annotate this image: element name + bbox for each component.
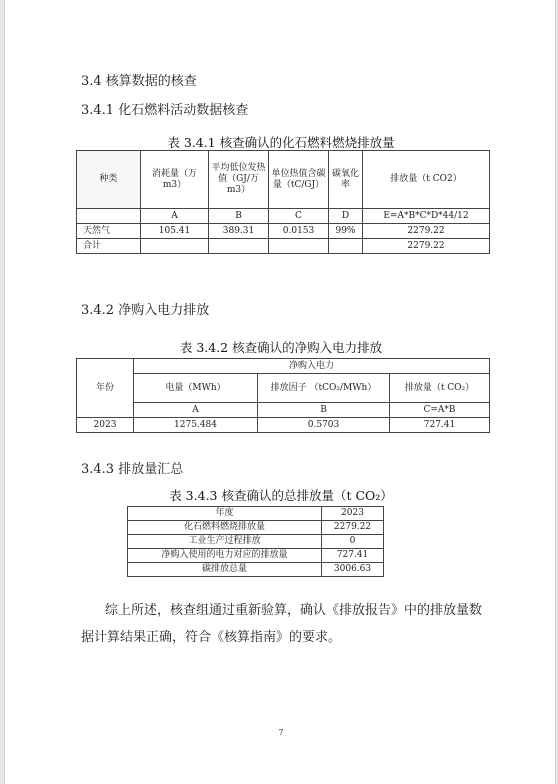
table3-header-year-value: 2023	[322, 507, 384, 521]
table1-header-carbon-content: 单位热值含碳量（tC/GJ）	[269, 151, 329, 209]
table2-header-row	[77, 374, 490, 403]
table3-header-row	[128, 507, 384, 521]
table2-cell: 727.41	[390, 418, 490, 433]
table1-cell	[141, 239, 209, 254]
table2-header-electricity: 电量（MWh）	[134, 374, 258, 403]
table2-header-emission: 排放量（t CO₂）	[390, 374, 490, 403]
table3-cell: 工业生产过程排放	[128, 535, 322, 549]
table1-code: B	[209, 209, 269, 224]
conclusion-line: 综上所述，核查组通过重新验算，确认《排放报告》中的排放量数	[105, 603, 483, 618]
total-emission-table	[127, 506, 384, 577]
table1-code: D	[329, 209, 363, 224]
table-row	[77, 418, 490, 433]
table2-group-row	[77, 359, 490, 374]
table1-code-blank	[77, 209, 141, 224]
table1-code: C	[269, 209, 329, 224]
table1-cell	[269, 239, 329, 254]
table2-code: A	[134, 403, 258, 418]
table1-cell: 0.0153	[269, 224, 329, 239]
table3-caption: 表 3.4.3 核查确认的总排放量（t CO₂）	[169, 488, 393, 503]
table2-code: B	[258, 403, 390, 418]
table1-header-emission: 排放量（t CO2）	[363, 151, 490, 209]
conclusion-paragraph	[81, 597, 481, 651]
table2-cell: 1275.484	[134, 418, 258, 433]
table1-header-ncv: 平均低位发热值（GJ/万m3）	[209, 151, 269, 209]
table1-code: E=A*B*C*D*44/12	[363, 209, 490, 224]
table-row	[128, 535, 384, 549]
table-row	[128, 549, 384, 563]
fossil-fuel-emission-table	[76, 150, 490, 254]
table-row	[77, 239, 490, 254]
table1-cell	[329, 239, 363, 254]
table3-header-year-label: 年度	[128, 507, 322, 521]
conclusion-line: 据计算结果正确，符合《核算指南》的要求。	[81, 630, 342, 645]
table3-cell: 727.41	[322, 549, 384, 563]
table1-code-row	[77, 209, 490, 224]
table1-caption: 表 3.4.1 核查确认的化石燃料燃烧排放量	[167, 135, 395, 150]
table1-cell: 99%	[329, 224, 363, 239]
table2-code: C=A*B	[390, 403, 490, 418]
table2-header-factor: 排放因子 （tCO₂/MWh）	[258, 374, 390, 403]
table2-cell: 0.5703	[258, 418, 390, 433]
purchased-electricity-table	[76, 358, 490, 433]
table3-cell: 3006.63	[322, 563, 384, 577]
table-row	[128, 563, 384, 577]
section-heading-3-4-2: 3.4.2 净购入电力排放	[81, 303, 210, 318]
table2-header-year: 年份	[77, 359, 134, 418]
table1-header-consumption: 消耗量（万m3）	[141, 151, 209, 209]
table2-cell: 2023	[77, 418, 134, 433]
table-row	[77, 224, 490, 239]
section-heading-3-4-1: 3.4.1 化石燃料活动数据核查	[81, 103, 249, 118]
table1-header-type: 种类	[77, 151, 141, 209]
table3-cell: 0	[322, 535, 384, 549]
section-heading-3-4-3: 3.4.3 排放量汇总	[81, 462, 184, 477]
table2-caption: 表 3.4.2 核查确认的净购入电力排放	[179, 340, 383, 355]
table3-cell: 碳排放总量	[128, 563, 322, 577]
table1-cell: 合计	[77, 239, 141, 254]
table1-cell: 天然气	[77, 224, 141, 239]
section-heading-3-4: 3.4 核算数据的核查	[81, 74, 197, 89]
table3-cell: 净购入使用的电力对应的排放量	[128, 549, 322, 563]
table1-header-row	[77, 151, 490, 209]
table1-cell: 2279.22	[363, 224, 490, 239]
table1-cell: 2279.22	[363, 239, 490, 254]
table3-cell: 化石燃料燃烧排放量	[128, 521, 322, 535]
table1-code: A	[141, 209, 209, 224]
table3-cell: 2279.22	[322, 521, 384, 535]
table2-header-group: 净购入电力	[134, 359, 490, 374]
table1-header-oxidation: 碳氧化率	[329, 151, 363, 209]
table1-cell: 389.31	[209, 224, 269, 239]
table1-cell	[209, 239, 269, 254]
page-number: 7	[278, 728, 284, 737]
document-page	[4, 0, 556, 784]
table-row	[128, 521, 384, 535]
table1-cell: 105.41	[141, 224, 209, 239]
table2-code-row	[77, 403, 490, 418]
